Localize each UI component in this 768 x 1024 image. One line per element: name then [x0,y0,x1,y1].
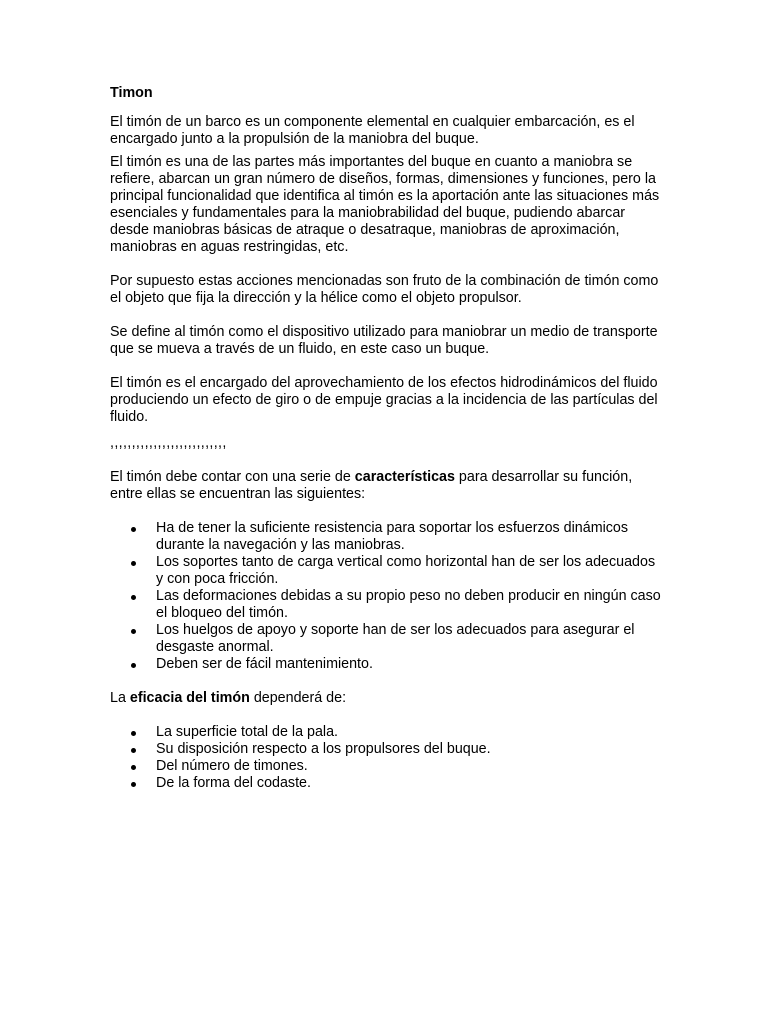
list-item-text: Su disposición respecto a los propulsores del buque. [156,741,491,757]
efficacy-list [110,724,662,792]
list-item [110,588,662,622]
document-page [110,85,662,792]
paragraph-intro: El timón de un barco es un componente elemental en cualquier embarcación, es el encargado junto a la propulsión de la maniobra del buque. [110,114,635,147]
paragraph-importance: El timón es una de las partes más importantes del buque en cuanto a maniobra se refiere, abarcan un gran número de diseños, formas, dimensiones y funciones, pero la principal funcionalidad que identifica al timón es la aportación ante las situaciones más esenciales y fundamentales para la maniobrabilidad del buque, pudiendo abarcar desde maniobras básicas de atraque o desatraque, maniobras de aproximación, maniobras en aguas restringidas, etc. [110,154,660,255]
comma-separator: ,,,,,,,,,,,,,,,,,,,,,,,,,,, [110,435,227,451]
bullet-icon [131,748,136,753]
efficacy-text-before: La [110,690,130,706]
efficacy-text-after: dependerá de: [249,690,347,706]
list-item [110,741,662,758]
characteristics-text-before: El timón debe contar con una serie de [110,469,355,485]
characteristics-text-after: para desarrollar su función, entre ellas se encuentran las siguientes: [110,469,633,502]
bullet-icon [131,731,136,736]
list-item-text: Los soportes tanto de carga vertical como horizontal han de ser los adecuados y con poca fricción. [156,554,656,587]
paragraph-combination: Por supuesto estas acciones mencionadas son fruto de la combinación de timón como el objeto que fija la dirección y la hélice como el objeto propulsor. [110,273,659,306]
list-item-text: Deben ser de fácil mantenimiento. [156,656,373,672]
list-item-text: Del número de timones. [156,758,308,774]
list-item-text: De la forma del codaste. [156,775,311,791]
paragraph-definition: Se define al timón como el dispositivo utilizado para maniobrar un medio de transporte que se mueva a través de un fluido, en este caso un buque. [110,324,658,357]
list-item-text: La superficie total de la pala. [156,724,339,740]
characteristics-list [110,520,662,673]
list-item [110,775,662,792]
list-item-text: Ha de tener la suficiente resistencia para soportar los esfuerzos dinámicos durante la navegación y las maniobras. [156,520,629,553]
list-item-text: Las deformaciones debidas a su propio peso no deben producir en ningún caso el bloqueo del timón. [156,588,661,621]
list-item [110,520,662,554]
list-item [110,554,662,588]
bullet-icon [131,595,136,600]
paragraph-hydrodynamics: El timón es el encargado del aprovechamiento de los efectos hidrodinámicos del fluido produciendo un efecto de giro o de empuje gracias a la incidencia de las partículas del fluido. [110,375,658,425]
bullet-icon [131,782,136,787]
list-item [110,724,662,741]
characteristics-bold: características [354,469,455,485]
bullet-icon [131,561,136,566]
paragraph-characteristics [110,469,662,503]
list-item [110,656,662,673]
efficacy-bold: eficacia del timón [129,690,250,706]
bullet-icon [131,527,136,532]
bullet-icon [131,629,136,634]
bullet-icon [131,663,136,668]
list-item [110,758,662,775]
list-item-text: Los huelgos de apoyo y soporte han de ser los adecuados para asegurar el desgaste anormal. [156,622,635,655]
paragraph-efficacy [110,690,662,707]
bullet-icon [131,765,136,770]
list-item [110,622,662,656]
document-title: Timon [110,85,153,101]
